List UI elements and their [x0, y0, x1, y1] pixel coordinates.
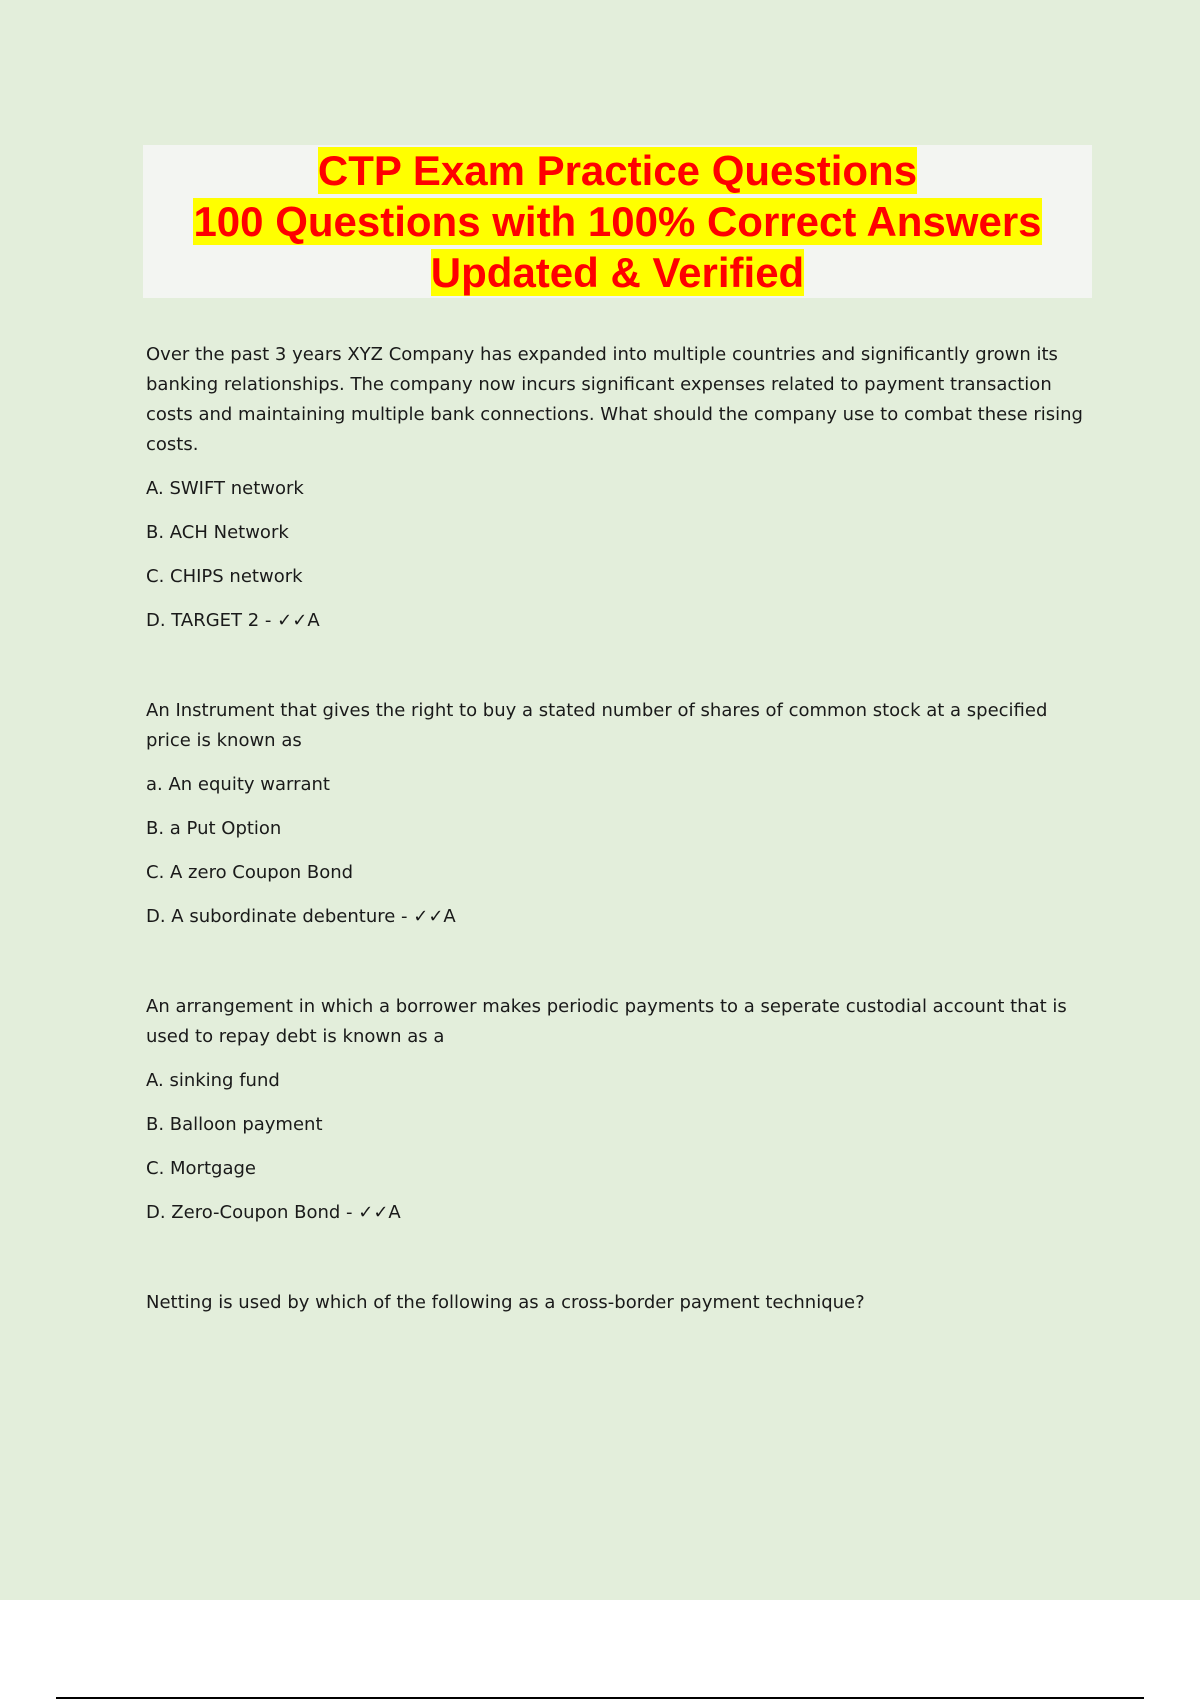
title-line-2: 100 Questions with 100% Correct Answers	[193, 198, 1042, 245]
answer-option-a: a. An equity warrant	[146, 774, 330, 795]
question-stem: Over the past 3 years XYZ Company has expanded into multiple countries and significantly grown its banking relationships. The company now incurs significant expenses related to payment transaction costs and maintaining multiple bank connections. What should the company use to combat these rising costs.	[146, 344, 1083, 455]
question-3	[146, 992, 1096, 1228]
title-line-3: Updated & Verified	[430, 249, 805, 296]
answer-option-c: C. A zero Coupon Bond	[146, 862, 354, 883]
title-line-1: CTP Exam Practice Questions	[317, 147, 918, 194]
answer-option-b: B. ACH Network	[146, 522, 289, 543]
answer-option-d: D. TARGET 2 - ✓✓A	[146, 610, 320, 631]
answer-option-d: D. Zero-Coupon Bond - ✓✓A	[146, 1202, 401, 1223]
question-stem: An Instrument that gives the right to buy a stated number of shares of common stock at a specified price is known as	[146, 700, 1048, 751]
answer-option-c: C. CHIPS network	[146, 566, 303, 587]
question-stem: Netting is used by which of the following as a cross-border payment technique?	[146, 1292, 865, 1313]
answer-option-d: D. A subordinate debenture - ✓✓A	[146, 906, 456, 927]
answer-option-b: B. a Put Option	[146, 818, 282, 839]
answer-option-b: B. Balloon payment	[146, 1114, 323, 1135]
footer-divider	[56, 1697, 1144, 1699]
question-1	[146, 340, 1096, 636]
answer-option-a: A. sinking fund	[146, 1070, 280, 1091]
question-stem: An arrangement in which a borrower makes periodic payments to a seperate custodial account that is used to repay debt is known as a	[146, 996, 1067, 1047]
title-banner	[143, 145, 1092, 298]
questions-list	[146, 340, 1096, 1318]
question-2	[146, 696, 1096, 932]
answer-option-a: A. SWIFT network	[146, 478, 304, 499]
answer-option-c: C. Mortgage	[146, 1158, 256, 1179]
question-4	[146, 1288, 1096, 1318]
